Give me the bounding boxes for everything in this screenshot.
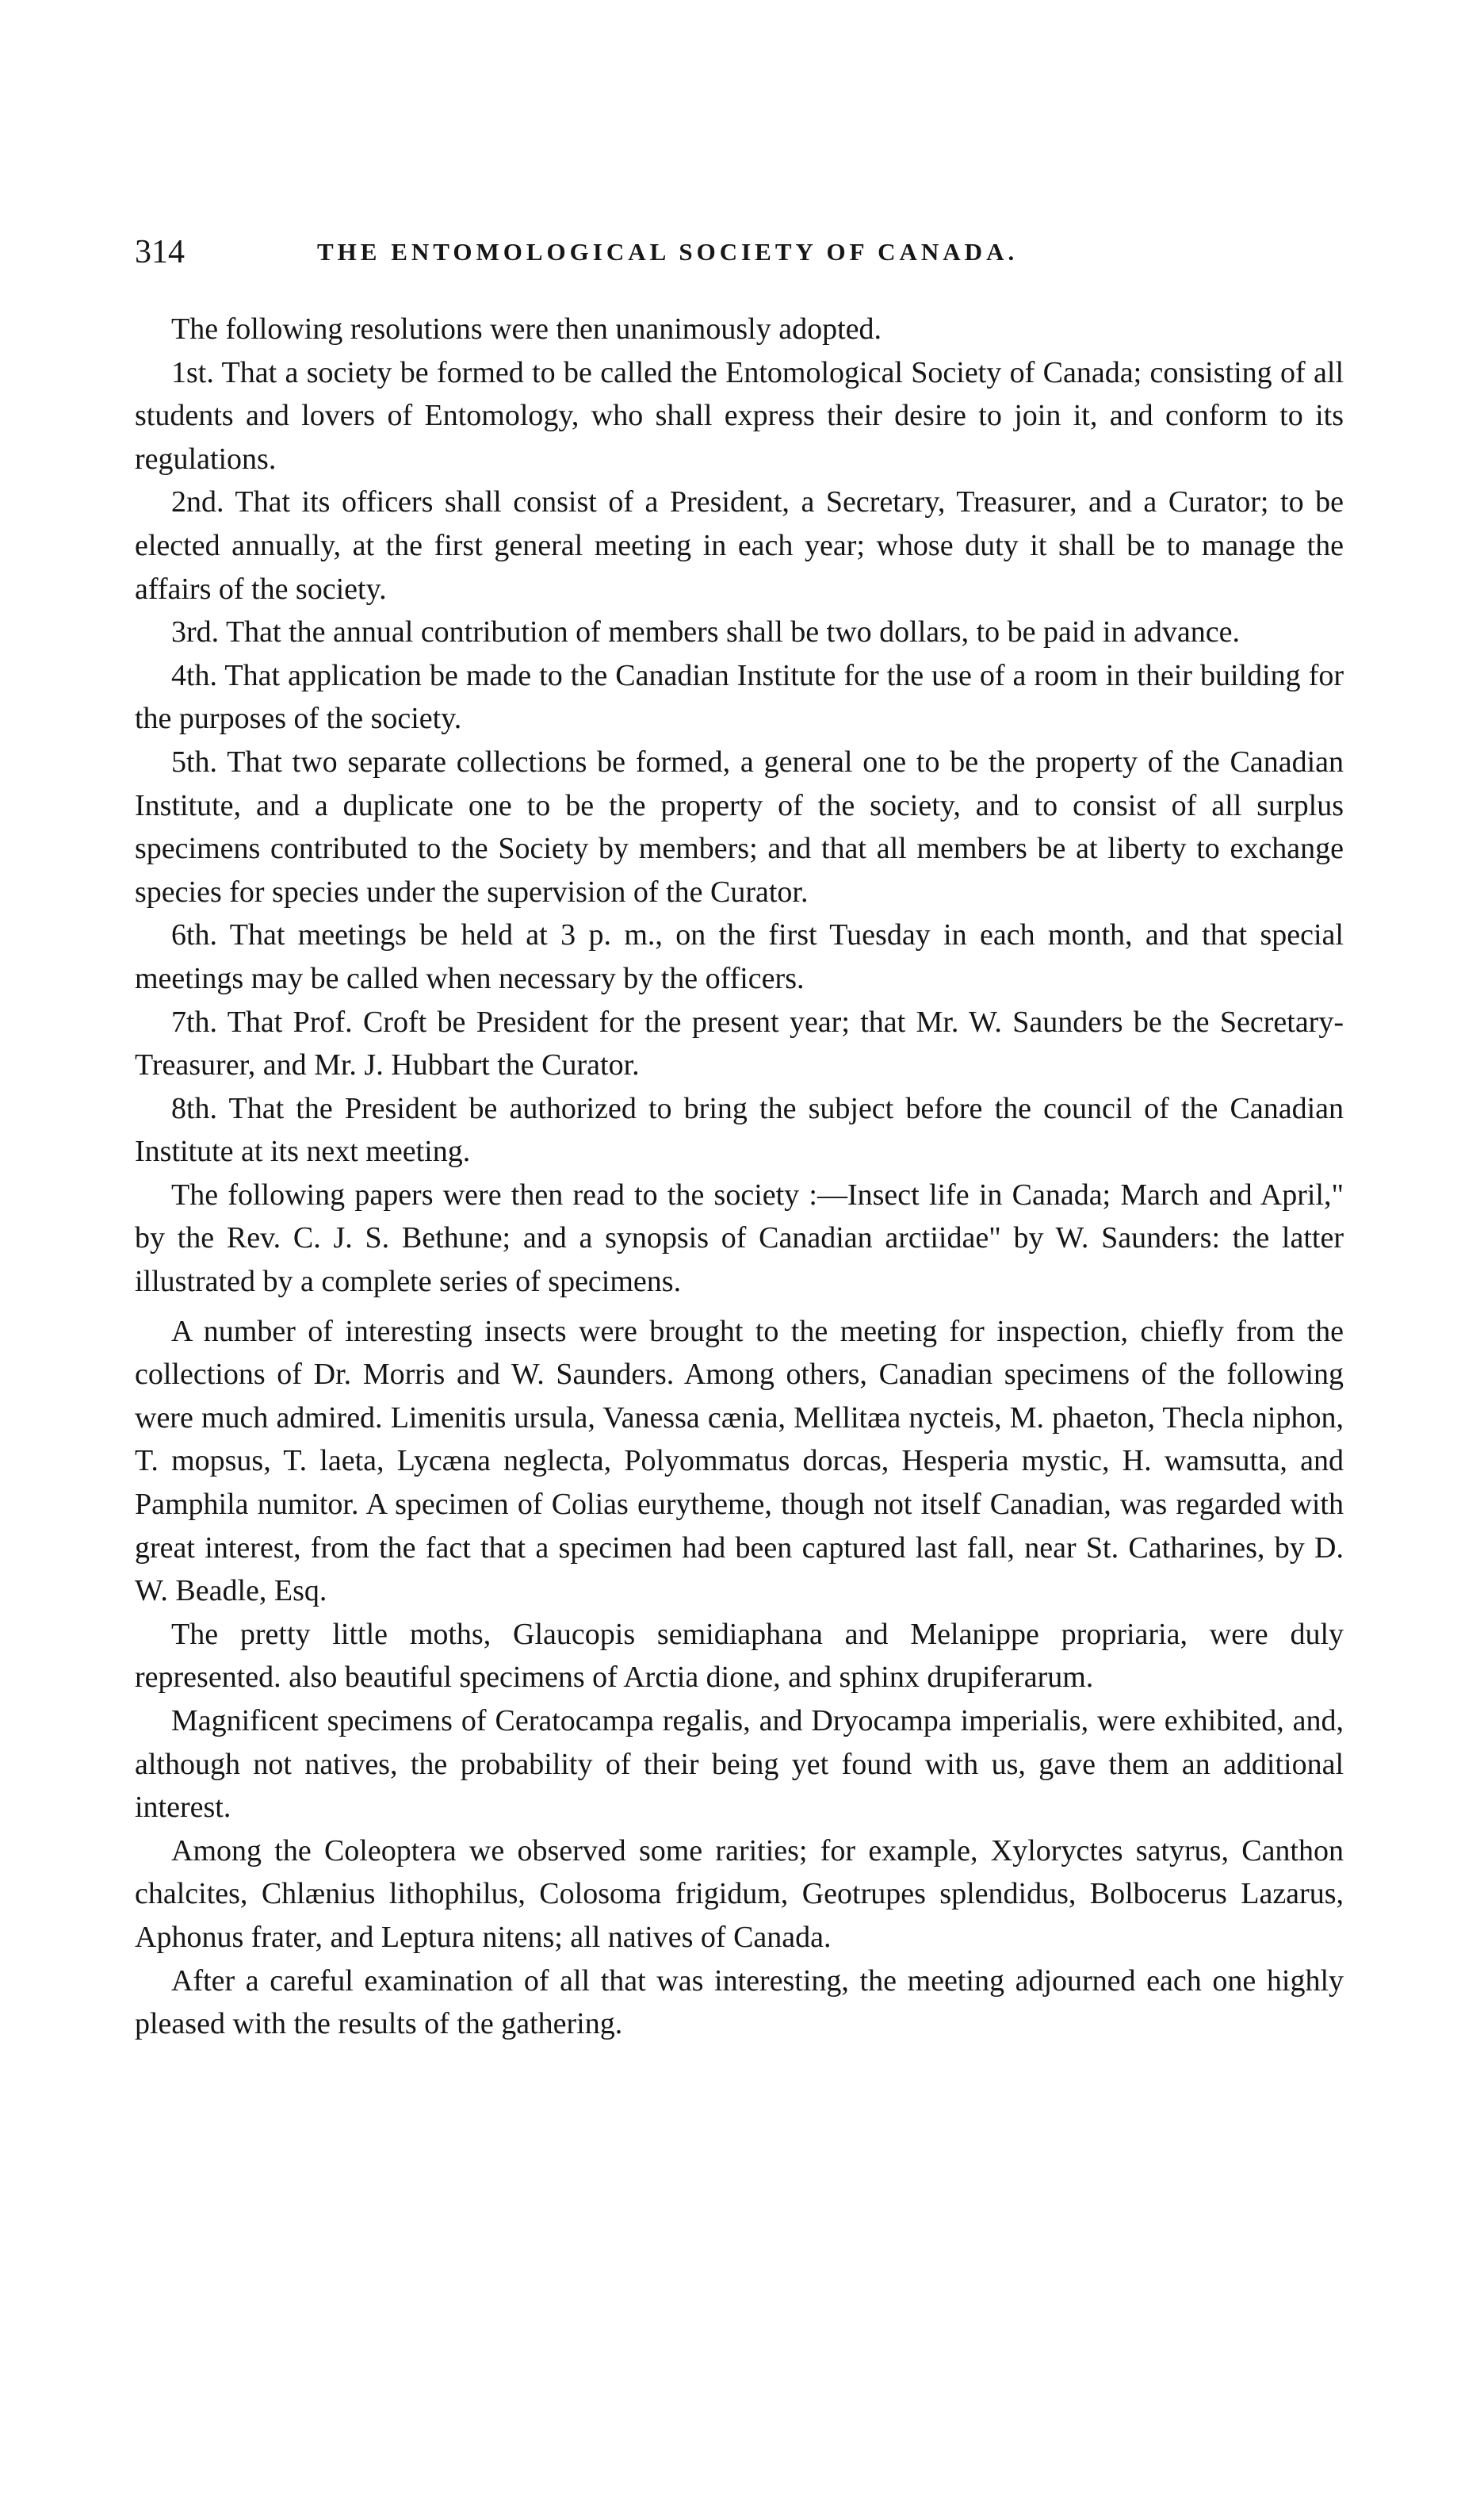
resolution-6: 6th. That meetings be held at 3 p. m., on the first Tuesday in each month, and that special meetings may be called when necessary by the officers. (135, 918, 1344, 995)
papers-read-paragraph: The following papers were then read to the society :—Insect life in Canada; March and April," by the Rev. C. J. S. Bethune; and a synopsis of Canadian arctiidae" by W. Saunders: the latter illustrated by a complete series of specimens. (135, 1178, 1344, 1299)
running-title: THE ENTOMOLOGICAL SOCIETY OF CANADA. (317, 238, 1019, 266)
coleoptera-paragraph: Among the Coleoptera we observed some rarities; for example, Xyloryctes satyrus, Canthon chalcites, Chlænius lithophilus, Colosoma frigidum, Geotrupes splendidus, Bolbocerus Lazarus, Aphonus frater, and Leptura nitens; all natives of Canada. (135, 1833, 1344, 1954)
resolution-1: 1st. That a society be formed to be called the Entomological Society of Canada; consisting of all students and lovers of Entomology, who shall express their desire to join it, and conform to its regulations. (135, 355, 1344, 476)
adjournment-paragraph: After a careful examination of all that was interesting, the meeting adjourned each one highly pleased with the results of the gathering. (135, 1963, 1344, 2041)
page-number: 314 (135, 234, 185, 270)
intro-paragraph: The following resolutions were then unanimously adopted. (171, 312, 882, 346)
resolution-5: 5th. That two separate collections be formed, a general one to be the property of the Canadian Institute, and a duplicate one to be the property of the society, and to consist of all surplus specimens contributed to the Society by members; and that all members be at liberty to exchange species for species under the supervision of the Curator. (135, 745, 1344, 909)
resolution-2: 2nd. That its officers shall consist of a President, a Secretary, Treasurer, and a Curator; to be elected annually, at the first general meeting in each year; whose duty it shall be to manage the affairs of the society. (135, 485, 1344, 606)
insects-inspection-paragraph: A number of interesting insects were brought to the meeting for inspection, chiefly from the collections of Dr. Morris and W. Saunders. Among others, Canadian specimens of the following were much admired. Limenitis ursula, Vanessa cænia, Mellitæa nycteis, M. phaeton, Thecla niphon, T. mopsus, T. laeta, Lycæna neglecta, Polyommatus dorcas, Hesperia mystic, H. wamsutta, and Pamphila numitor. A specimen of Colias eurytheme, though not itself Canadian, was regarded with great interest, from the fact that a specimen had been captured last fall, near St. Catharines, by D. W. Beadle, Esq. (135, 1314, 1344, 1608)
resolution-4: 4th. That application be made to the Canadian Institute for the use of a room in their building for the purposes of the society. (135, 658, 1344, 736)
resolution-8: 8th. That the President be authorized to bring the subject before the council of the Canadian Institute at its next meeting. (135, 1091, 1344, 1169)
body-text (135, 308, 1344, 2046)
resolution-3: 3rd. That the annual contribution of members shall be two dollars, to be paid in advance. (171, 615, 1240, 649)
moths-paragraph: The pretty little moths, Glaucopis semidiaphana and Melanippe propriaria, were duly represented. also beautiful specimens of Arctia dione, and sphinx drupiferarum. (135, 1617, 1344, 1695)
resolution-7: 7th. That Prof. Croft be President for the present year; that Mr. W. Saunders be the Secretary-Treasurer, and Mr. J. Hubbart the Curator. (135, 1005, 1344, 1082)
magnificent-specimens-paragraph: Magnificent specimens of Ceratocampa regalis, and Dryocampa imperialis, were exhibited, and, although not natives, the probability of their being yet found with us, gave them an additional interest. (135, 1704, 1344, 1825)
page-header (135, 228, 1348, 276)
